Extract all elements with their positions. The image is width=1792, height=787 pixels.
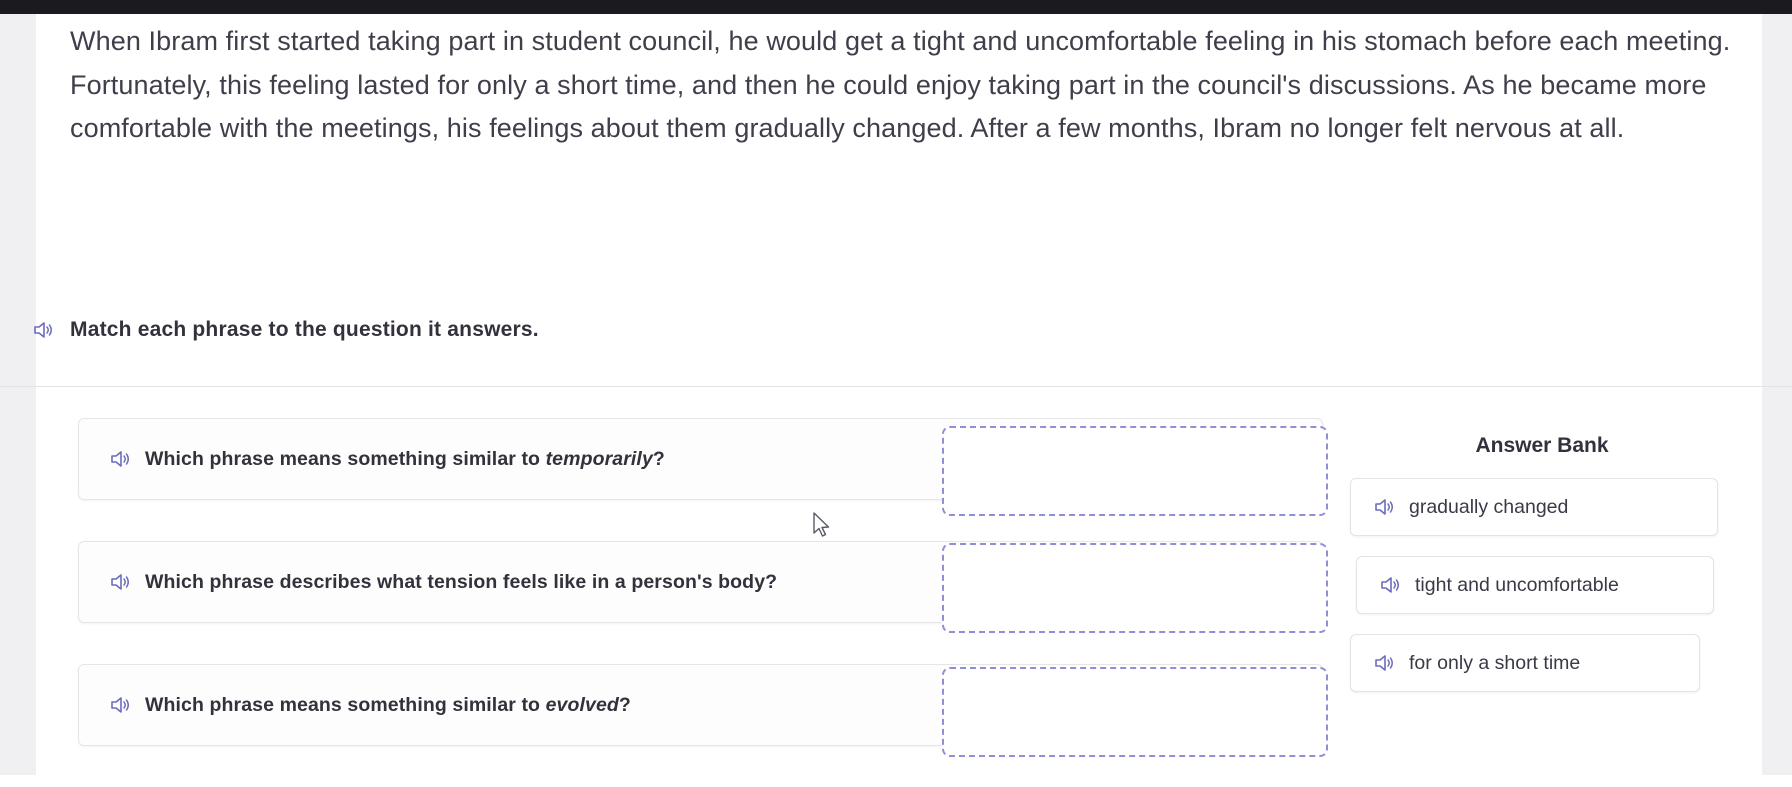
question-suffix-1: ? bbox=[652, 447, 665, 470]
answer-bank-title: Answer Bank bbox=[1475, 434, 1609, 457]
answer-bank-label-3: for only a short time bbox=[1409, 651, 1581, 674]
speaker-icon[interactable] bbox=[1373, 497, 1395, 517]
answer-bank bbox=[1350, 478, 1718, 712]
drop-zone-1[interactable] bbox=[942, 426, 1328, 516]
answer-bank-label-2: tight and uncomfortable bbox=[1415, 573, 1619, 596]
speaker-icon[interactable] bbox=[1373, 653, 1395, 673]
instruction-row bbox=[32, 318, 539, 342]
question-label-1 bbox=[145, 448, 665, 471]
answer-bank-label-1: gradually changed bbox=[1409, 495, 1569, 518]
question-emphasis-3: evolved bbox=[545, 693, 619, 716]
drop-zone-2[interactable] bbox=[942, 543, 1328, 633]
section-divider bbox=[0, 386, 1792, 387]
question-text-2: Which phrase describes what tension feels like in a person's body? bbox=[145, 570, 778, 593]
answer-bank-item-3[interactable] bbox=[1350, 634, 1700, 692]
answer-bank-item-1[interactable] bbox=[1350, 478, 1718, 536]
speaker-icon[interactable] bbox=[32, 320, 54, 340]
right-gutter bbox=[1762, 14, 1792, 775]
passage-text: When Ibram first started taking part in student council, he would get a tight and uncomfortable feeling in his stomach before each meeting. Fortunately, this feeling lasted for only a short time, and then he could enjoy taking part in the council's discussions. As he became more comfortable with the meetings, his feelings about them gradually changed. After a few months, Ibram no longer felt nervous at all. bbox=[70, 26, 1731, 144]
question-suffix-3: ? bbox=[618, 693, 631, 716]
instruction-text: Match each phrase to the question it answers. bbox=[70, 318, 539, 341]
speaker-icon[interactable] bbox=[109, 449, 131, 469]
question-text-3: Which phrase means something similar to bbox=[145, 693, 546, 716]
question-label-3 bbox=[145, 694, 631, 717]
question-emphasis-1: temporarily bbox=[545, 447, 653, 470]
answer-bank-item-2[interactable] bbox=[1356, 556, 1714, 614]
question-text-1: Which phrase means something similar to bbox=[145, 447, 546, 470]
speaker-icon[interactable] bbox=[1379, 575, 1401, 595]
left-gutter bbox=[0, 14, 36, 775]
question-label-2 bbox=[145, 571, 777, 594]
speaker-icon[interactable] bbox=[109, 695, 131, 715]
top-bar bbox=[0, 0, 1792, 14]
speaker-icon[interactable] bbox=[109, 572, 131, 592]
drop-zone-3[interactable] bbox=[942, 667, 1328, 757]
